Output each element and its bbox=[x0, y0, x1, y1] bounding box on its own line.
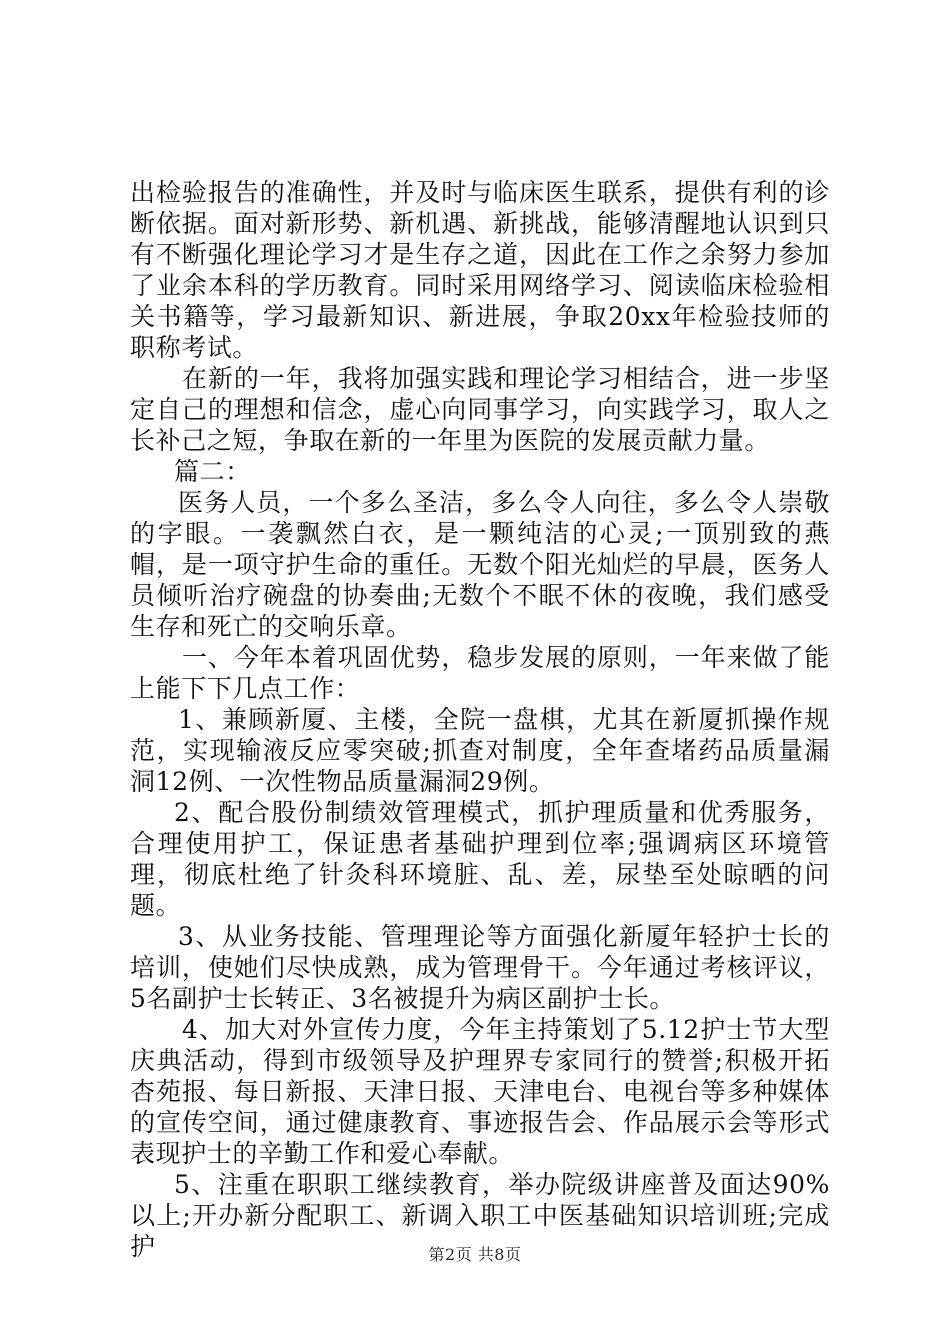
paragraph-medical-staff: 医务人员，一个多么圣洁，多么令人向往，多么令人崇敬的字眼。一袭飘然白衣，是一颗纯洁的心灵;一顶别致的燕帽，是一项守护生命的重任。无数个阳光灿烂的早晨，医务人员倾听治疗碗盘的协奏曲;无数个不眠不休的夜晚，我们感受生存和死亡的交响乐章。 bbox=[130, 488, 830, 641]
paragraph-item-5: 5、注重在职职工继续教育，举办院级讲座普及面达90%以上;开办新分配职工、新调入职工中医基础知识培训班;完成护 bbox=[130, 1170, 830, 1261]
paragraph-item-3: 3、从业务技能、管理理论等方面强化新厦年轻护士长的培训，使她们尽快成熟，成为管理骨干。今年通过考核评议，5名副护士长转正、3名被提升为病区副护士长。 bbox=[130, 922, 830, 1013]
document-body bbox=[130, 177, 830, 1262]
paragraph-item-4: 4、加大对外宣传力度，今年主持策划了5.12护士节大型庆典活动，得到市级领导及护理界专家同行的赞誉;积极开拓杏苑报、每日新报、天津日报、天津电台、电视台等多种媒体的宣传空间，通过健康教育、事迹报告会、作品展示会等形式表现护士的辛勤工作和爱心奉献。 bbox=[130, 1015, 830, 1168]
paragraph-item-2: 2、配合股份制绩效管理模式，抓护理质量和优秀服务，合理使用护工，保证患者基础护理到位率;强调病区环境管理，彻底杜绝了针灸科环境脏、乱、差，尿垫至处晾晒的问题。 bbox=[130, 798, 830, 920]
paragraph-continuation: 出检验报告的准确性，并及时与临床医生联系，提供有利的诊断依据。面对新形势、新机遇、新挑战，能够清醒地认识到只有不断强化理论学习才是生存之道，因此在工作之余努力参加了业余本科的学历教育。同时采用网络学习、阅读临床检验相关书籍等，学习最新知识、新进展，争取20xx年检验技师的职称考试。 bbox=[130, 178, 830, 362]
page-number-footer: 第2页 共8页 bbox=[428, 1245, 522, 1264]
section-heading-part-two: 篇二： bbox=[174, 457, 251, 486]
paragraph-point-one-intro: 一、今年本着巩固优势，稳步发展的原则，一年来做了能上能下下几点工作： bbox=[130, 643, 830, 703]
paragraph-new-year-plan: 在新的一年，我将加强实践和理论学习相结合，进一步坚定自己的理想和信念，虚心向同事学习，向实践学习，取人之长补己之短，争取在新的一年里为医院的发展贡献力量。 bbox=[130, 364, 830, 455]
paragraph-item-1: 1、兼顾新厦、主楼，全院一盘棋，尤其在新厦抓操作规范，实现输液反应零突破;抓查对制度，全年查堵药品质量漏洞12例、一次性物品质量漏洞29例。 bbox=[130, 705, 830, 796]
